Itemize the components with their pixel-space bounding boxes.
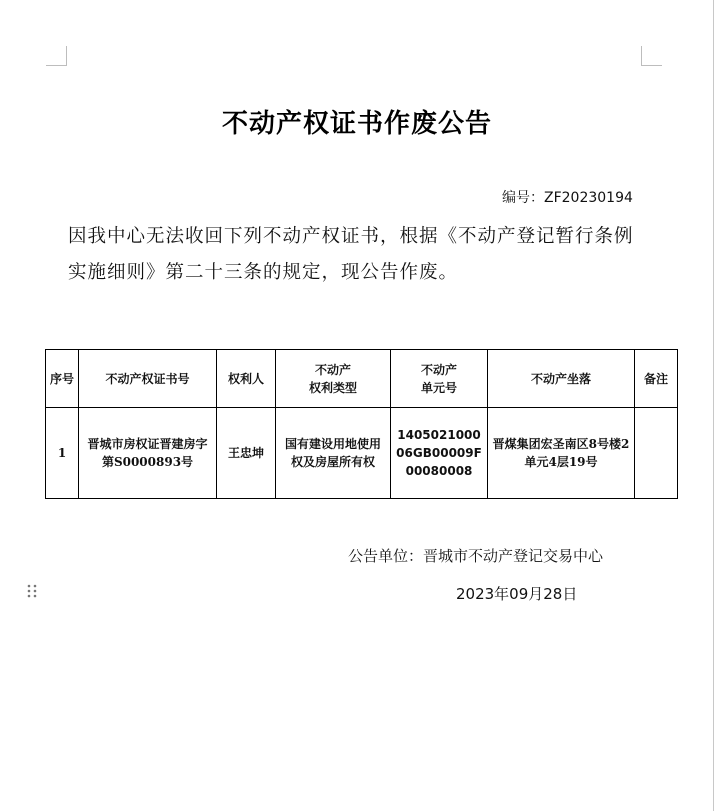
- header-unit-no-line2: 单元号: [420, 380, 457, 395]
- header-unit-no: [391, 350, 488, 408]
- cell-remark: [635, 408, 678, 499]
- announcement-body: 因我中心无法收回下列不动产权证书，根据《不动产登记暂行条例实施细则》第二十三条的规定，现公告作废。: [68, 226, 634, 283]
- margin-corner-mark: [641, 46, 642, 66]
- header-seq: 序号: [46, 350, 79, 408]
- header-unit-no-line1: 不动产: [420, 362, 457, 377]
- certificate-table: [45, 349, 678, 499]
- header-right-type: [276, 350, 391, 408]
- header-remark: 备注: [635, 350, 678, 408]
- margin-corner-mark: [46, 65, 67, 66]
- cell-seq: 1: [46, 408, 79, 499]
- header-right-type-line1: 不动产: [314, 362, 351, 377]
- document-number: 编号：ZF20230194: [502, 190, 633, 206]
- table-row: [46, 408, 678, 499]
- cell-right-type: 国有建设用地使用权及房屋所有权: [276, 408, 391, 499]
- drag-handle-icon[interactable]: [27, 583, 39, 601]
- header-location: 不动产坐落: [488, 350, 635, 408]
- header-cert-no: 不动产权证书号: [79, 350, 217, 408]
- margin-corner-mark: [641, 65, 662, 66]
- cell-unit-no: 140502100006GB00009F00080008: [391, 408, 488, 499]
- cell-cert-no: 晋城市房权证晋建房字第S0000893号: [79, 408, 217, 499]
- drag-handle-dots: [27, 583, 37, 599]
- header-right-type-line2: 权利类型: [308, 380, 357, 395]
- announcement-date: 2023年09月28日: [456, 585, 578, 603]
- page-title: 不动产权证书作废公告: [221, 109, 492, 139]
- header-holder: 权利人: [217, 350, 276, 408]
- margin-corner-mark: [66, 46, 67, 66]
- issuer-line: 公告单位：晋城市不动产登记交易中心: [348, 547, 604, 565]
- cell-location: 晋煤集团宏圣南区8号楼2单元4层19号: [488, 408, 635, 499]
- cell-holder: 王忠坤: [217, 408, 276, 499]
- table-header-row: [46, 350, 678, 408]
